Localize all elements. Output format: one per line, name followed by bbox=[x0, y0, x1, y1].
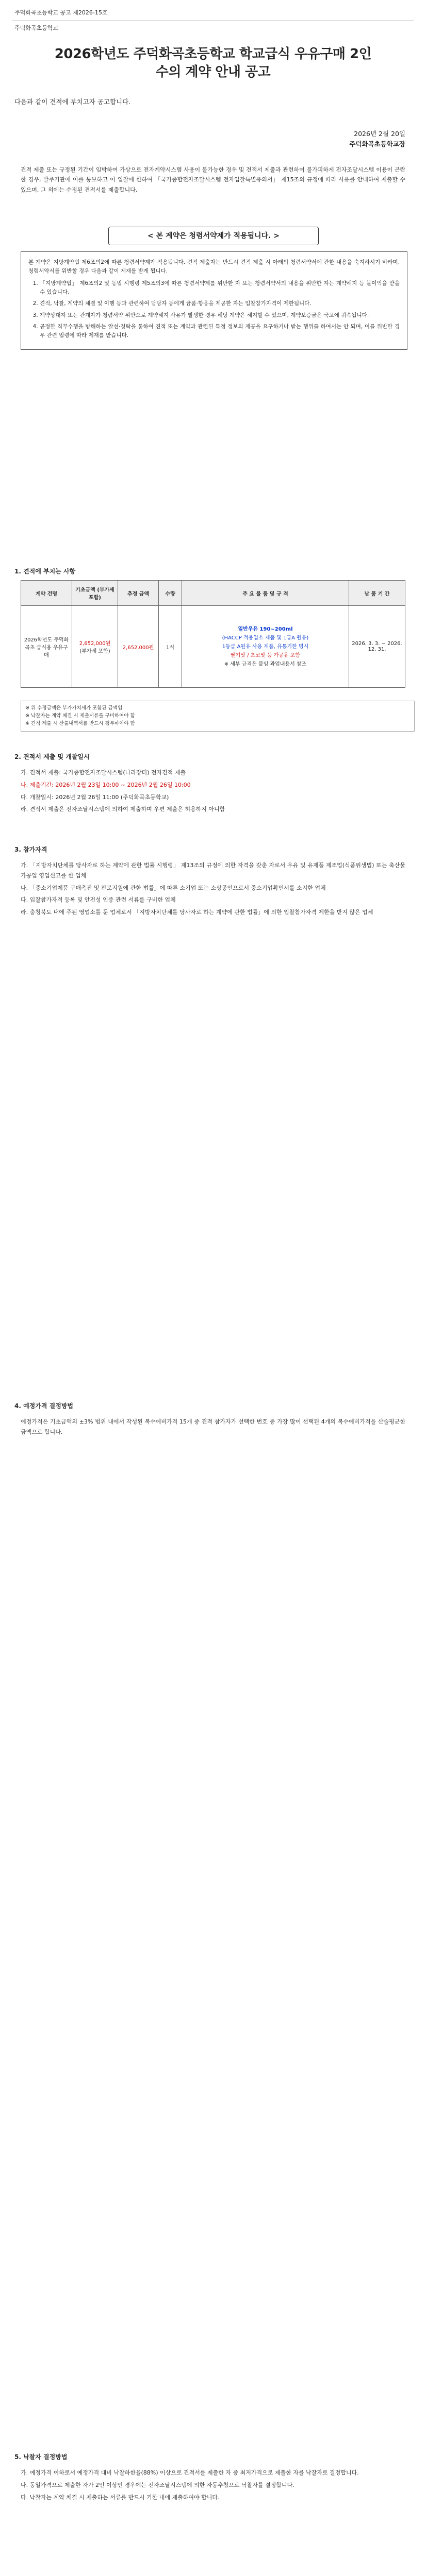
section-3-line: 다. 입찰참가자격 등록 및 안전성 인증 관련 서류를 구비한 업체 bbox=[21, 896, 176, 904]
table-header: 추정 금액 bbox=[118, 581, 159, 606]
section-2-line: 다. 개찰일시: 2026년 2월 26일 11:00 (주덕화곡초등학교) bbox=[21, 793, 169, 801]
base-amount-value: 2,652,000원 bbox=[79, 641, 111, 647]
spec-line: 딸기맛 / 초코맛 등 가공유 포함 bbox=[230, 652, 301, 658]
integrity-notice-list bbox=[28, 279, 400, 341]
section-1-heading: 1. 견적에 부치는 사항 bbox=[14, 568, 76, 575]
cell-period: 2026. 3. 3. ~ 2026. 12. 31. bbox=[349, 606, 405, 688]
table-row bbox=[21, 606, 405, 688]
cell-contract-name: 2026학년도 주덕화곡초 급식용 우유구매 bbox=[21, 606, 72, 688]
section-3-body bbox=[21, 860, 405, 920]
cell-spec bbox=[182, 606, 349, 688]
section-2-line: 라. 견적서 제출은 전자조달시스템에 의하여 제출하며 우편 제출은 허용하지 아니함 bbox=[21, 806, 225, 813]
section-3-line: 나. 「중소기업제품 구매촉진 및 판로지원에 관한 법률」에 따른 소기업 또는 소상공인으로서 중소기업확인서를 소지한 업체 bbox=[21, 884, 326, 891]
section-2-line: 가. 견적서 제출: 국가종합전자조달시스템(나라장터) 전자견적 제출 bbox=[21, 769, 186, 776]
section-4-body: 예정가격은 기초금액의 ±3% 범위 내에서 작성된 복수예비가격 15개 중 견적 참가자가 선택한 번호 중 가장 많이 선택된 4개의 복수예비가격을 산술평균한 금액으로 합니다. bbox=[21, 1418, 405, 1435]
base-amount-note: (부가세 포함) bbox=[79, 649, 110, 654]
integrity-item: 1. 「지방계약법」 제6조의2 및 동법 시행령 제5조의3에 따른 청렴서약제를 위반한 자 또는 청렴서약서의 내용을 위반한 자는 계약해지 등 불이익을 받을 수 있습니다. bbox=[40, 279, 400, 297]
page-title bbox=[0, 45, 426, 81]
spec-line: (HACCP 적용업소 제품 및 1급A 원유) bbox=[222, 635, 309, 641]
notice-date: 2026년 2월 20일 bbox=[354, 130, 405, 138]
section-5-line: 가. 예정가격 이하로서 예정가격 대비 낙찰하한율(88%) 이상으로 견적서를 제출한 자 중 최저가격으로 제출한 자를 낙찰자로 결정합니다. bbox=[21, 2469, 359, 2476]
table-note: ※ 낙찰자는 계약 체결 시 제출서류를 구비하여야 함 bbox=[25, 713, 135, 719]
table-header: 계약 건명 bbox=[21, 581, 72, 606]
section-5-heading: 5. 낙찰자 결정방법 bbox=[14, 2453, 68, 2461]
section-2-line: 나. 제출기간: 2026년 2월 23일 10:00 ~ 2026년 2월 26일 10:00 bbox=[21, 781, 191, 788]
section-3-heading: 3. 참가자격 bbox=[14, 846, 47, 853]
section-2-heading: 2. 견적서 제출 및 개찰일시 bbox=[14, 753, 90, 760]
spec-line: 1등급 A원유 사용 제품, 유통기한 명시 bbox=[222, 643, 309, 650]
section-3-line: 가. 「지방자치단체를 당사자로 하는 계약에 관한 법률 시행령」 제13조의 규정에 의한 자격을 갖춘 자로서 우유 및 유제품 제조업(식품위생법) 또는 축산물가공업 영업신고를 한 업체 bbox=[21, 862, 405, 879]
integrity-notice-para: 본 계약은 지방계약법 제6조의2에 따른 청렴서약제가 적용됩니다. 견적 제출자는 반드시 견적 제출 시 아래의 청렴서약서에 관한 내용을 숙지하시기 바라며, 청렴서약서를 위반할 경우 다음과 같이 제재를 받게 됩니다. bbox=[28, 259, 400, 275]
header-org: 주덕화곡초등학교 bbox=[14, 25, 59, 31]
lead-text: 다음과 같이 견적에 부치고자 공고합니다. bbox=[14, 98, 131, 106]
table-header: 납 품 기 간 bbox=[349, 581, 405, 606]
section-5-line: 나. 동일가격으로 제출한 자가 2인 이상인 경우에는 전자조달시스템에 의한 자동추첨으로 낙찰자를 결정합니다. bbox=[21, 2481, 294, 2488]
notice-issuer: 주덕화곡초등학교장 bbox=[349, 140, 405, 148]
table-header: 기초금액 (부가세포함) bbox=[72, 581, 118, 606]
integrity-notice-box bbox=[21, 251, 407, 350]
table-note: ※ 견적 제출 시 산출내역서를 반드시 첨부하여야 함 bbox=[25, 721, 135, 727]
cell-qty: 1식 bbox=[159, 606, 182, 688]
doc-number: 주덕화곡초등학교 공고 제2026-15호 bbox=[14, 9, 108, 16]
table-notes bbox=[21, 701, 415, 732]
section-4-heading: 4. 예정가격 결정방법 bbox=[14, 1402, 74, 1410]
table-header: 수량 bbox=[159, 581, 182, 606]
intro-paragraph: 견적 제출 또는 규정된 기간이 임박하여 가상으로 전자계약시스템 사용이 불가능한 경우 및 견적서 제출과 관련하여 불가피하게 전자조달시스템 이용이 곤란한 경우, 발주기관에 이를 통보하고 이 입찰에 한하여 「국가종합전자조달시스템 전자입찰특별유의서」 제15조의 규정에 따라 사유를 안내하여 제출할 수 있으며, 그 외에는 수정된 견적서를 제출합니다. bbox=[21, 166, 405, 193]
integrity-box-title: < 본 계약은 청렴서약제가 적용됩니다. > bbox=[108, 227, 319, 245]
section-5-body bbox=[21, 2468, 405, 2504]
spec-line: ※ 세부 규격은 붙임 과업내용서 참조 bbox=[224, 661, 307, 667]
table-header-row bbox=[21, 581, 405, 606]
section-5-line: 다. 낙찰자는 계약 체결 시 제출하는 서류를 반드시 기한 내에 제출하여야 합니다. bbox=[21, 2494, 220, 2501]
contract-table bbox=[21, 580, 405, 688]
notice-date-block bbox=[349, 129, 405, 149]
integrity-item: 2. 견적, 낙찰, 계약의 체결 및 이행 등과 관련하여 담당자 등에게 금품·향응을 제공한 자는 입찰참가자격이 제한됩니다. bbox=[40, 299, 400, 308]
title-line-2: 수의 계약 안내 공고 bbox=[155, 64, 271, 80]
cell-base-amount bbox=[72, 606, 118, 688]
spec-line: 일반우유 190~200ml bbox=[238, 626, 293, 632]
section-2-body bbox=[21, 768, 405, 817]
integrity-item: 3. 계약상대자 또는 관계자가 청렴서약 위반으로 계약해지 사유가 발생한 경우 해당 계약은 해지할 수 있으며, 계약보증금은 국고에 귀속됩니다. bbox=[40, 311, 400, 320]
section-3-line: 라. 충청북도 내에 주된 영업소를 둔 업체로서 「지방자치단체를 당사자로 하는 계약에 관한 법률」에 의한 입찰참가자격 제한을 받지 않은 업체 bbox=[21, 909, 373, 916]
table-note: ※ 위 추정금액은 부가가치세가 포함된 금액임 bbox=[25, 705, 123, 711]
table-header: 주 요 물 품 및 규 격 bbox=[182, 581, 349, 606]
title-line-1: 2026학년도 주덕화곡초등학교 학교급식 우유구매 2인 bbox=[54, 46, 372, 62]
cell-estimated: 2,652,000원 bbox=[118, 606, 159, 688]
integrity-item: 4. 공정한 직무수행을 방해하는 알선·청탁을 통하여 견적 또는 계약과 관련된 특정 정보의 제공을 요구하거나 받는 행위를 하여서는 안 되며, 이를 위반한 경우 관련 법령에 따라 제재를 받습니다. bbox=[40, 323, 400, 341]
